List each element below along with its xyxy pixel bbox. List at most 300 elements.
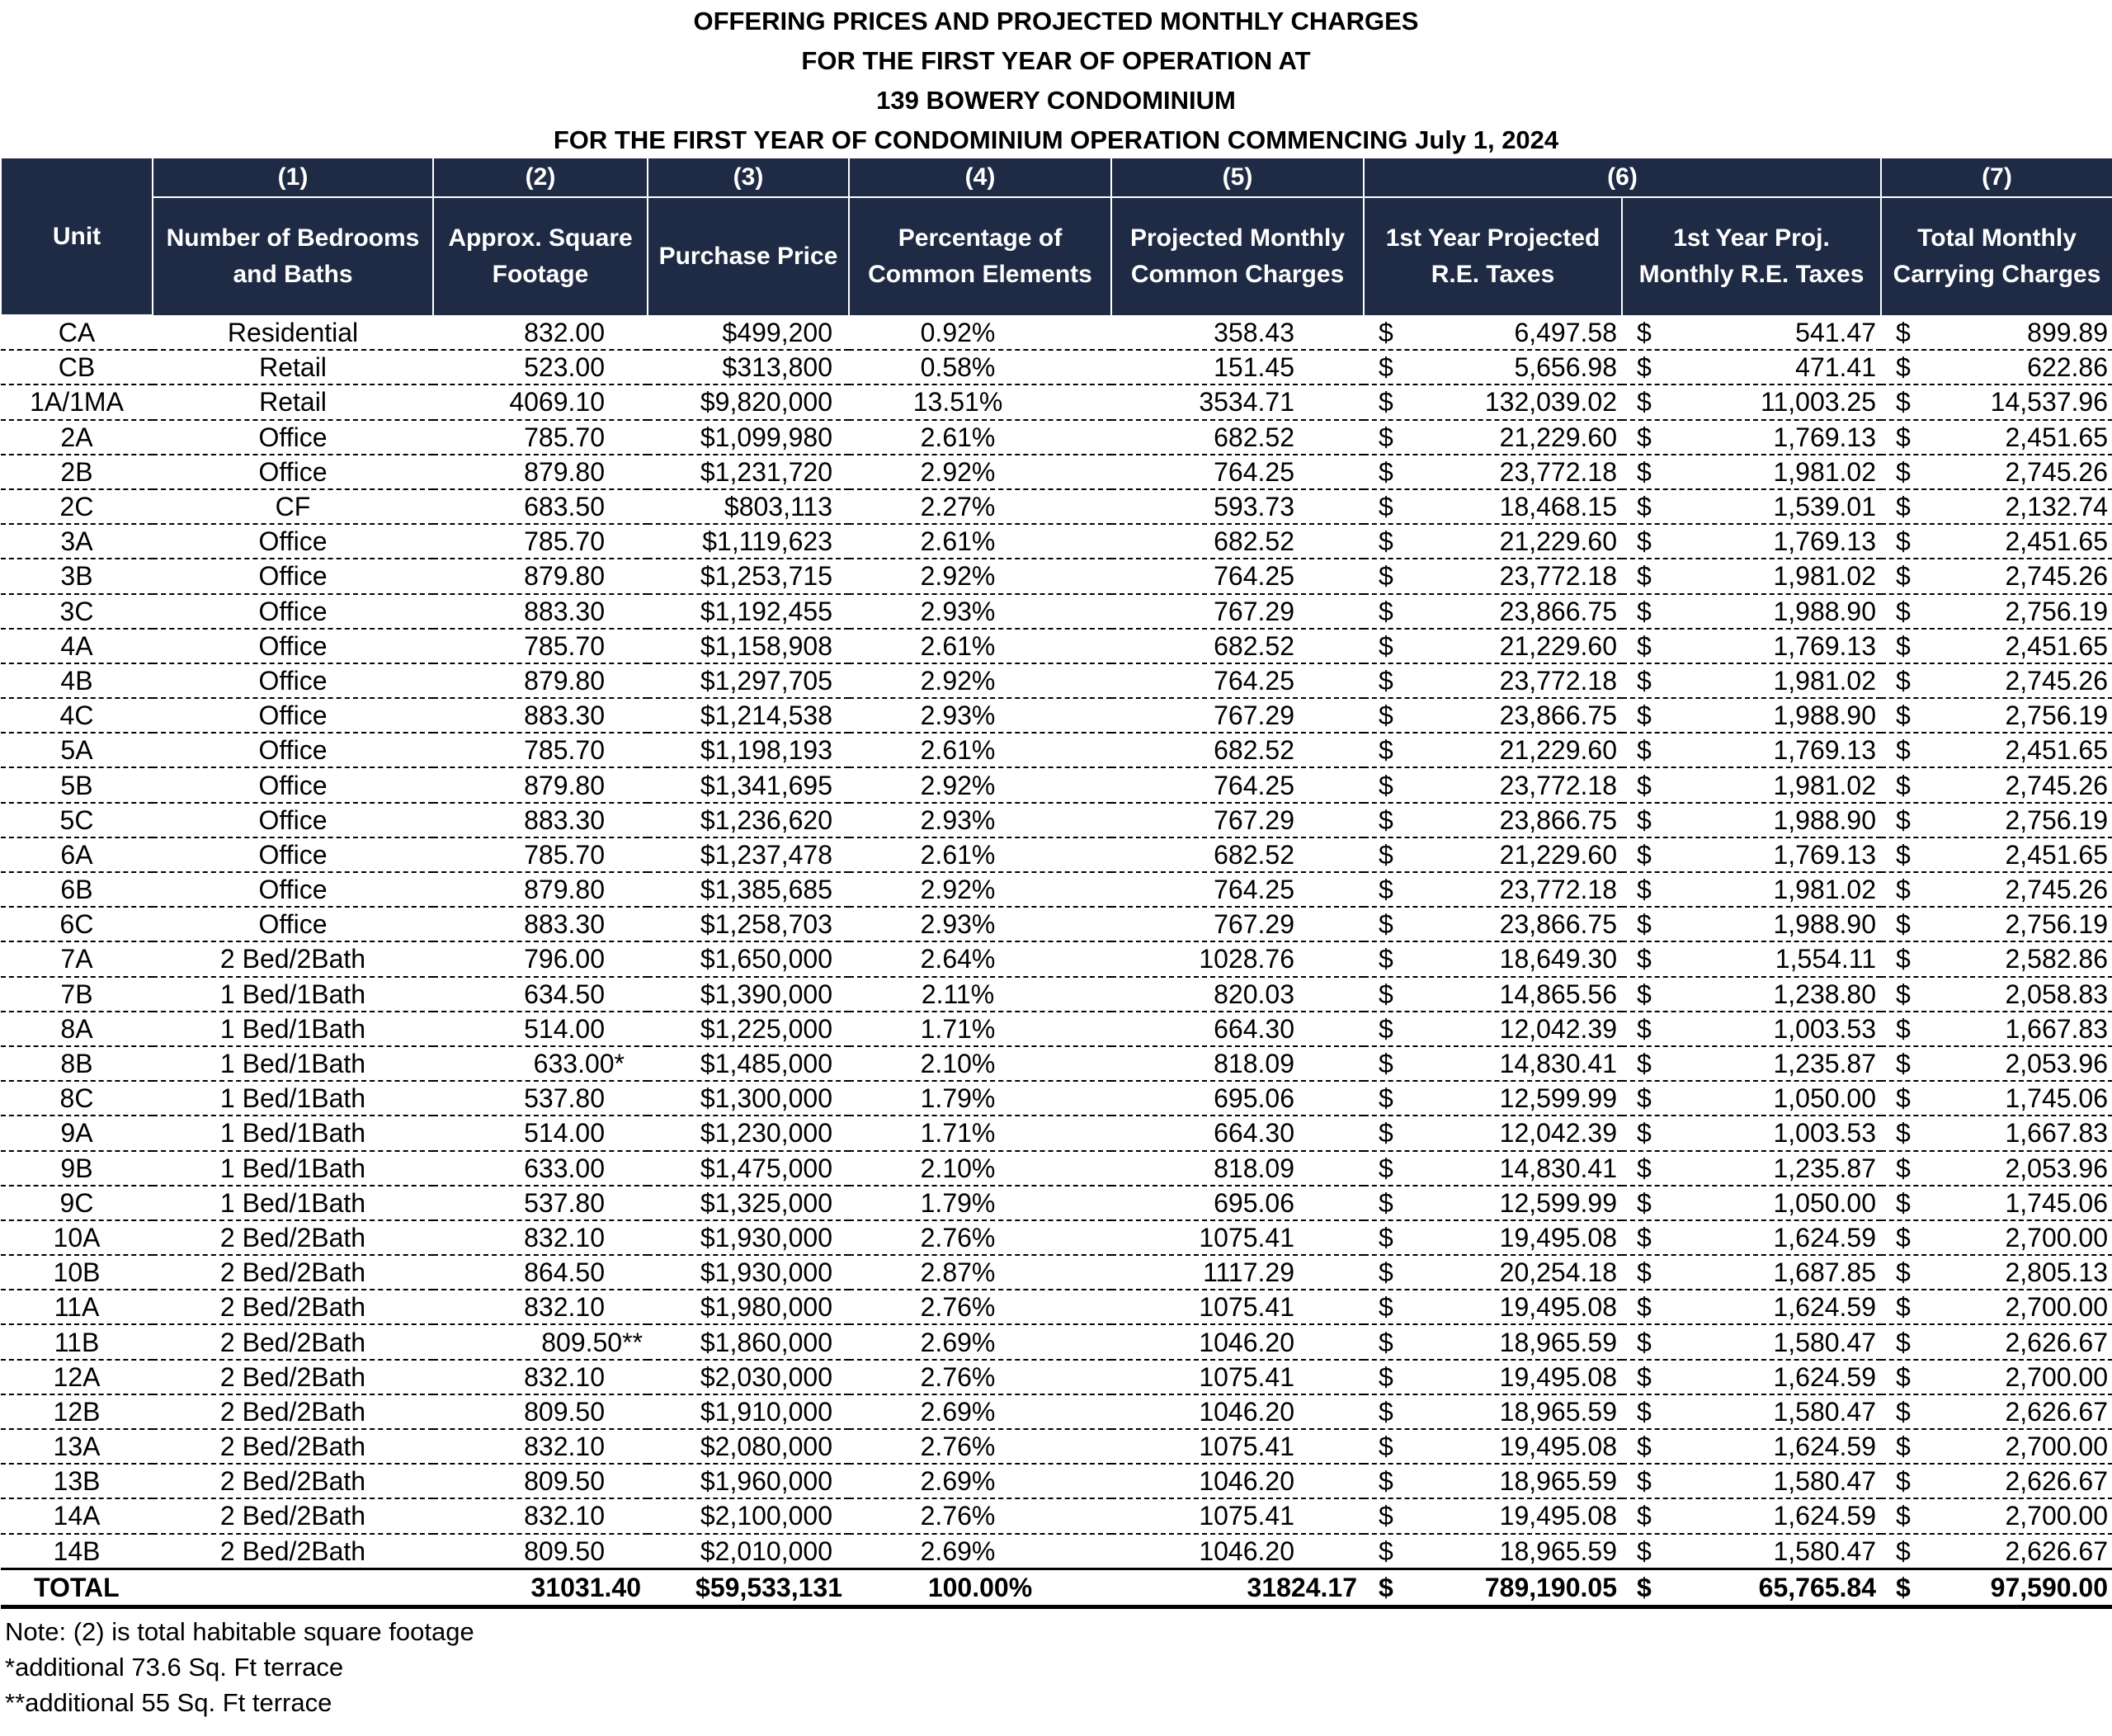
cell-value: 23,866.75 xyxy=(1499,701,1617,731)
header-num-2: (2) xyxy=(433,158,648,197)
cell-purchase-price: $1,960,000 xyxy=(648,1464,849,1498)
cell-square-footage: 809.50 xyxy=(433,1464,648,1498)
cell-bedrooms-baths: CF xyxy=(153,489,433,524)
cell-carrying-charges xyxy=(1881,1498,2112,1533)
cell-value: 2,582.86 xyxy=(2005,944,2109,974)
cell-value: 1,003.53 xyxy=(1773,1118,1877,1149)
cell-bedrooms-baths: Office xyxy=(153,524,433,559)
cell-value: 1,981.02 xyxy=(1773,561,1877,592)
cell-monthly-re-taxes xyxy=(1622,1498,1881,1533)
cell-value: 2,700.00 xyxy=(2005,1292,2109,1323)
currency-symbol: $ xyxy=(1896,422,1911,452)
cell-common-elements-pct: 2.61% xyxy=(849,420,1111,455)
header-re-taxes: 1st Year Projected R.E. Taxes xyxy=(1364,197,1622,315)
cell-common-elements-pct: 2.69% xyxy=(849,1324,1111,1359)
currency-symbol: $ xyxy=(1379,770,1393,800)
cell-value: 2,451.65 xyxy=(2005,630,2109,661)
table-row xyxy=(1,941,2112,976)
table-row xyxy=(1,1012,2112,1046)
table-row xyxy=(1,1290,2112,1324)
currency-symbol: $ xyxy=(1379,1049,1393,1079)
cell-carrying-charges xyxy=(1881,489,2112,524)
currency-symbol: $ xyxy=(1379,875,1393,905)
table-row xyxy=(1,803,2112,837)
cell-value: 2,626.67 xyxy=(2005,1536,2109,1566)
cell-value: 2,626.67 xyxy=(2005,1327,2109,1357)
cell-unit: 3B xyxy=(1,559,153,593)
cell-unit: 12A xyxy=(1,1360,153,1394)
cell-bedrooms-baths: 2 Bed/2Bath xyxy=(153,941,433,976)
currency-symbol: $ xyxy=(1896,804,1911,835)
cell-bedrooms-baths: Office xyxy=(153,663,433,698)
currency-symbol: $ xyxy=(1637,1153,1652,1183)
cell-value: 2,700.00 xyxy=(2005,1432,2109,1462)
cell-carrying-charges xyxy=(1881,1464,2112,1498)
currency-symbol: $ xyxy=(1379,596,1393,626)
cell-purchase-price: $1,119,623 xyxy=(648,524,849,559)
cell-monthly-re-taxes xyxy=(1622,1394,1881,1429)
cell-square-footage: 785.70 xyxy=(433,837,648,872)
cell-monthly-re-taxes xyxy=(1622,629,1881,663)
cell-value: 1,981.02 xyxy=(1773,770,1877,800)
cell-monthly-re-taxes xyxy=(1622,1046,1881,1081)
currency-symbol: $ xyxy=(1896,1257,1911,1288)
currency-symbol: $ xyxy=(1896,561,1911,592)
currency-symbol: $ xyxy=(1637,665,1652,696)
cell-common-elements-pct: 2.93% xyxy=(849,803,1111,837)
cell-unit: 1A/1MA xyxy=(1,384,153,419)
currency-symbol: $ xyxy=(1637,630,1652,661)
cell-re-taxes xyxy=(1364,733,1622,767)
cell-re-taxes xyxy=(1364,1324,1622,1359)
cell-value: 1,667.83 xyxy=(2005,1013,2109,1044)
currency-symbol: $ xyxy=(1896,1361,1911,1392)
title-line-3: 139 BOWERY CONDOMINIUM xyxy=(876,86,1236,115)
total-re-taxes xyxy=(1364,1569,1622,1606)
cell-carrying-charges xyxy=(1881,420,2112,455)
header-common-elements-pct: Percentage of Common Elements xyxy=(849,197,1111,315)
cell-common-elements-pct: 2.93% xyxy=(849,594,1111,629)
cell-re-taxes xyxy=(1364,1534,1622,1569)
cell-value: 12,042.39 xyxy=(1499,1118,1617,1149)
cell-common-charges: 767.29 xyxy=(1111,907,1364,941)
cell-value: 789,190.05 xyxy=(1484,1572,1617,1602)
cell-square-footage: 633.00* xyxy=(433,1046,648,1081)
cell-carrying-charges xyxy=(1881,629,2112,663)
currency-symbol: $ xyxy=(1896,839,1911,870)
total-carrying-charges xyxy=(1881,1569,2112,1606)
offering-prices-table xyxy=(0,158,2112,1609)
cell-common-elements-pct: 2.93% xyxy=(849,698,1111,733)
cell-monthly-re-taxes xyxy=(1622,1255,1881,1290)
currency-symbol: $ xyxy=(1379,456,1393,487)
cell-carrying-charges xyxy=(1881,1394,2112,1429)
header-num-3: (3) xyxy=(648,158,849,197)
cell-value: 1,769.13 xyxy=(1773,735,1877,766)
cell-monthly-re-taxes xyxy=(1622,455,1881,489)
cell-purchase-price: $1,158,908 xyxy=(648,629,849,663)
currency-symbol: $ xyxy=(1379,1536,1393,1566)
currency-symbol: $ xyxy=(1637,422,1652,452)
cell-common-elements-pct: 2.92% xyxy=(849,559,1111,593)
cell-common-elements-pct: 1.71% xyxy=(849,1012,1111,1046)
currency-symbol: $ xyxy=(1379,1396,1393,1427)
cell-value: 622.86 xyxy=(2027,352,2109,383)
cell-re-taxes xyxy=(1364,837,1622,872)
cell-monthly-re-taxes xyxy=(1622,1220,1881,1255)
currency-symbol: $ xyxy=(1379,1153,1393,1183)
cell-purchase-price: $1,297,705 xyxy=(648,663,849,698)
cell-common-elements-pct: 2.61% xyxy=(849,524,1111,559)
cell-monthly-re-taxes xyxy=(1622,872,1881,907)
table-row xyxy=(1,1429,2112,1464)
currency-symbol: $ xyxy=(1379,701,1393,731)
currency-symbol: $ xyxy=(1379,630,1393,661)
cell-square-footage: 514.00 xyxy=(433,1012,648,1046)
table-row xyxy=(1,420,2112,455)
cell-value: 14,830.41 xyxy=(1499,1153,1617,1183)
cell-carrying-charges xyxy=(1881,1186,2112,1220)
currency-symbol: $ xyxy=(1637,1257,1652,1288)
cell-common-elements-pct: 2.92% xyxy=(849,872,1111,907)
cell-value: 471.41 xyxy=(1795,352,1877,383)
cell-value: 12,042.39 xyxy=(1499,1013,1617,1044)
cell-unit: 5C xyxy=(1,803,153,837)
cell-common-charges: 820.03 xyxy=(1111,977,1364,1012)
cell-monthly-re-taxes xyxy=(1622,663,1881,698)
cell-square-footage: 879.80 xyxy=(433,872,648,907)
cell-bedrooms-baths: 1 Bed/1Bath xyxy=(153,1186,433,1220)
cell-common-elements-pct: 0.92% xyxy=(849,315,1111,350)
currency-symbol: $ xyxy=(1379,665,1393,696)
cell-unit: 10B xyxy=(1,1255,153,1290)
currency-symbol: $ xyxy=(1379,839,1393,870)
cell-carrying-charges xyxy=(1881,803,2112,837)
cell-bedrooms-baths: 2 Bed/2Bath xyxy=(153,1255,433,1290)
currency-symbol: $ xyxy=(1637,1572,1652,1602)
cell-re-taxes xyxy=(1364,455,1622,489)
table-row xyxy=(1,1324,2112,1359)
total-label: TOTAL xyxy=(1,1569,153,1606)
cell-common-elements-pct: 2.61% xyxy=(849,629,1111,663)
cell-square-footage: 785.70 xyxy=(433,733,648,767)
cell-monthly-re-taxes xyxy=(1622,941,1881,976)
currency-symbol: $ xyxy=(1637,979,1652,1009)
cell-value: 1,745.06 xyxy=(2005,1083,2109,1114)
cell-carrying-charges xyxy=(1881,1324,2112,1359)
cell-common-charges: 1046.20 xyxy=(1111,1534,1364,1569)
cell-value: 2,745.26 xyxy=(2005,456,2109,487)
currency-symbol: $ xyxy=(1896,456,1911,487)
cell-unit: 4B xyxy=(1,663,153,698)
cell-unit: 2A xyxy=(1,420,153,455)
currency-symbol: $ xyxy=(1379,944,1393,974)
cell-value: 1,988.90 xyxy=(1773,909,1877,940)
cell-common-elements-pct: 2.69% xyxy=(849,1394,1111,1429)
cell-square-footage: 879.80 xyxy=(433,455,648,489)
cell-value: 1,580.47 xyxy=(1773,1327,1877,1357)
cell-carrying-charges xyxy=(1881,315,2112,350)
cell-value: 6,497.58 xyxy=(1514,317,1617,347)
currency-symbol: $ xyxy=(1637,770,1652,800)
cell-re-taxes xyxy=(1364,594,1622,629)
cell-value: 19,495.08 xyxy=(1499,1222,1617,1252)
cell-common-charges: 764.25 xyxy=(1111,559,1364,593)
currency-symbol: $ xyxy=(1896,1292,1911,1323)
currency-symbol: $ xyxy=(1896,1083,1911,1114)
header-monthly-re-taxes: 1st Year Proj. Monthly R.E. Taxes xyxy=(1622,197,1881,315)
cell-bedrooms-baths: Office xyxy=(153,837,433,872)
cell-square-footage: 879.80 xyxy=(433,559,648,593)
cell-carrying-charges xyxy=(1881,1429,2112,1464)
cell-value: 21,229.60 xyxy=(1499,422,1617,452)
cell-value: 1,003.53 xyxy=(1773,1013,1877,1044)
cell-purchase-price: $1,385,685 xyxy=(648,872,849,907)
cell-value: 2,058.83 xyxy=(2005,979,2109,1009)
cell-carrying-charges xyxy=(1881,733,2112,767)
cell-bedrooms-baths: 1 Bed/1Bath xyxy=(153,1046,433,1081)
cell-common-elements-pct: 13.51% xyxy=(849,384,1111,419)
total-common-charges: 31824.17 xyxy=(1111,1569,1364,1606)
cell-value: 1,554.11 xyxy=(1775,944,1877,974)
currency-symbol: $ xyxy=(1637,317,1652,347)
cell-value: 23,866.75 xyxy=(1499,909,1617,940)
currency-symbol: $ xyxy=(1379,317,1393,347)
cell-value: 2,626.67 xyxy=(2005,1396,2109,1427)
cell-bedrooms-baths: 1 Bed/1Bath xyxy=(153,1081,433,1116)
cell-common-elements-pct: 2.11% xyxy=(849,977,1111,1012)
cell-unit: 4C xyxy=(1,698,153,733)
cell-value: 2,700.00 xyxy=(2005,1361,2109,1392)
currency-symbol: $ xyxy=(1379,1327,1393,1357)
cell-monthly-re-taxes xyxy=(1622,733,1881,767)
cell-value: 21,229.60 xyxy=(1499,526,1617,557)
cell-square-footage: 879.80 xyxy=(433,663,648,698)
total-purchase-price: $59,533,131 xyxy=(648,1569,849,1606)
table-row xyxy=(1,1186,2112,1220)
cell-carrying-charges xyxy=(1881,1081,2112,1116)
cell-unit: 12B xyxy=(1,1394,153,1429)
header-carrying-charges: Total Monthly Carrying Charges xyxy=(1881,197,2112,315)
cell-purchase-price: $1,930,000 xyxy=(648,1220,849,1255)
currency-symbol: $ xyxy=(1896,526,1911,557)
cell-value: 2,451.65 xyxy=(2005,735,2109,766)
table-row xyxy=(1,1534,2112,1569)
currency-symbol: $ xyxy=(1896,1572,1911,1602)
cell-square-footage: 523.00 xyxy=(433,350,648,384)
cell-bedrooms-baths: 2 Bed/2Bath xyxy=(153,1464,433,1498)
currency-symbol: $ xyxy=(1637,596,1652,626)
cell-value: 18,468.15 xyxy=(1499,492,1617,522)
cell-value: 541.47 xyxy=(1795,317,1877,347)
cell-re-taxes xyxy=(1364,1498,1622,1533)
currency-symbol: $ xyxy=(1637,1222,1652,1252)
table-row xyxy=(1,1046,2112,1081)
cell-unit: 6A xyxy=(1,837,153,872)
cell-monthly-re-taxes xyxy=(1622,384,1881,419)
table-row xyxy=(1,1151,2112,1186)
cell-purchase-price: $1,341,695 xyxy=(648,767,849,802)
header-num-1: (1) xyxy=(153,158,433,197)
cell-re-taxes xyxy=(1364,1429,1622,1464)
currency-symbol: $ xyxy=(1637,1187,1652,1218)
cell-purchase-price: $1,237,478 xyxy=(648,837,849,872)
cell-common-charges: 695.06 xyxy=(1111,1186,1364,1220)
cell-common-elements-pct: 2.61% xyxy=(849,733,1111,767)
cell-common-charges: 1075.41 xyxy=(1111,1429,1364,1464)
currency-symbol: $ xyxy=(1379,735,1393,766)
cell-common-charges: 818.09 xyxy=(1111,1046,1364,1081)
cell-bedrooms-baths: 2 Bed/2Bath xyxy=(153,1220,433,1255)
cell-purchase-price: $1,192,455 xyxy=(648,594,849,629)
cell-monthly-re-taxes xyxy=(1622,977,1881,1012)
cell-bedrooms-baths: Retail xyxy=(153,384,433,419)
cell-monthly-re-taxes xyxy=(1622,489,1881,524)
cell-purchase-price: $2,080,000 xyxy=(648,1429,849,1464)
cell-purchase-price: $2,010,000 xyxy=(648,1534,849,1569)
currency-symbol: $ xyxy=(1637,1361,1652,1392)
cell-unit: 11A xyxy=(1,1290,153,1324)
cell-re-taxes xyxy=(1364,524,1622,559)
cell-monthly-re-taxes xyxy=(1622,1290,1881,1324)
currency-symbol: $ xyxy=(1379,1572,1393,1602)
cell-re-taxes xyxy=(1364,350,1622,384)
cell-common-elements-pct: 2.76% xyxy=(849,1498,1111,1533)
currency-symbol: $ xyxy=(1637,909,1652,940)
table-row xyxy=(1,733,2112,767)
cell-monthly-re-taxes xyxy=(1622,803,1881,837)
cell-carrying-charges xyxy=(1881,455,2112,489)
cell-common-charges: 1075.41 xyxy=(1111,1220,1364,1255)
header-common-charges: Projected Monthly Common Charges xyxy=(1111,197,1364,315)
total-common-elements-pct: 100.00% xyxy=(849,1569,1111,1606)
cell-unit: 4A xyxy=(1,629,153,663)
cell-bedrooms-baths: Office xyxy=(153,420,433,455)
cell-value: 23,772.18 xyxy=(1499,456,1617,487)
cell-carrying-charges xyxy=(1881,767,2112,802)
cell-square-footage: 883.30 xyxy=(433,594,648,629)
cell-value: 2,053.96 xyxy=(2005,1049,2109,1079)
currency-symbol: $ xyxy=(1379,909,1393,940)
header-purchase-price: Purchase Price xyxy=(648,197,849,315)
currency-symbol: $ xyxy=(1637,1536,1652,1566)
cell-square-footage: 864.50 xyxy=(433,1255,648,1290)
currency-symbol: $ xyxy=(1896,1327,1911,1357)
table-row xyxy=(1,1464,2112,1498)
cell-unit: 5A xyxy=(1,733,153,767)
currency-symbol: $ xyxy=(1637,804,1652,835)
cell-unit: 6B xyxy=(1,872,153,907)
cell-square-footage: 832.10 xyxy=(433,1290,648,1324)
currency-symbol: $ xyxy=(1896,735,1911,766)
header-num-5: (5) xyxy=(1111,158,1364,197)
cell-value: 19,495.08 xyxy=(1499,1292,1617,1323)
cell-common-charges: 682.52 xyxy=(1111,420,1364,455)
cell-value: 1,624.59 xyxy=(1773,1501,1877,1531)
currency-symbol: $ xyxy=(1637,1501,1652,1531)
cell-common-charges: 695.06 xyxy=(1111,1081,1364,1116)
cell-square-footage: 809.50** xyxy=(433,1324,648,1359)
currency-symbol: $ xyxy=(1896,1049,1911,1079)
cell-value: 1,050.00 xyxy=(1773,1187,1877,1218)
cell-carrying-charges xyxy=(1881,1534,2112,1569)
currency-symbol: $ xyxy=(1379,1292,1393,1323)
header-num-7: (7) xyxy=(1881,158,2112,197)
total-row xyxy=(1,1569,2112,1606)
cell-common-elements-pct: 2.76% xyxy=(849,1360,1111,1394)
currency-symbol: $ xyxy=(1379,1432,1393,1462)
currency-symbol: $ xyxy=(1896,875,1911,905)
currency-symbol: $ xyxy=(1896,596,1911,626)
cell-value: 132,039.02 xyxy=(1484,387,1617,417)
note-line: **additional 55 Sq. Ft terrace xyxy=(5,1687,332,1717)
cell-common-charges: 664.30 xyxy=(1111,1116,1364,1150)
cell-value: 2,805.13 xyxy=(2005,1257,2109,1288)
cell-common-charges: 664.30 xyxy=(1111,1012,1364,1046)
cell-value: 18,965.59 xyxy=(1499,1536,1617,1566)
cell-square-footage: 514.00 xyxy=(433,1116,648,1150)
currency-symbol: $ xyxy=(1379,1083,1393,1114)
currency-symbol: $ xyxy=(1896,1501,1911,1531)
cell-unit: CB xyxy=(1,350,153,384)
cell-re-taxes xyxy=(1364,767,1622,802)
cell-value: 1,624.59 xyxy=(1773,1292,1877,1323)
cell-monthly-re-taxes xyxy=(1622,1324,1881,1359)
cell-value: 23,866.75 xyxy=(1499,596,1617,626)
cell-carrying-charges xyxy=(1881,977,2112,1012)
table-row xyxy=(1,1081,2112,1116)
table-row xyxy=(1,977,2112,1012)
cell-re-taxes xyxy=(1364,1394,1622,1429)
cell-monthly-re-taxes xyxy=(1622,1081,1881,1116)
cell-square-footage: 832.10 xyxy=(433,1220,648,1255)
cell-monthly-re-taxes xyxy=(1622,420,1881,455)
cell-purchase-price: $1,300,000 xyxy=(648,1081,849,1116)
table-body xyxy=(1,315,2112,1606)
cell-bedrooms-baths: 2 Bed/2Bath xyxy=(153,1498,433,1533)
cell-common-elements-pct: 2.76% xyxy=(849,1220,1111,1255)
cell-purchase-price: $803,113 xyxy=(648,489,849,524)
cell-unit: 7B xyxy=(1,977,153,1012)
cell-value: 2,756.19 xyxy=(2005,804,2109,835)
currency-symbol: $ xyxy=(1896,1153,1911,1183)
cell-common-charges: 358.43 xyxy=(1111,315,1364,350)
table-row xyxy=(1,872,2112,907)
currency-symbol: $ xyxy=(1379,526,1393,557)
cell-common-charges: 682.52 xyxy=(1111,629,1364,663)
title-line-2: FOR THE FIRST YEAR OF OPERATION AT xyxy=(801,46,1311,75)
cell-carrying-charges xyxy=(1881,350,2112,384)
cell-re-taxes xyxy=(1364,559,1622,593)
cell-bedrooms-baths: Office xyxy=(153,629,433,663)
cell-unit: 9B xyxy=(1,1151,153,1186)
cell-purchase-price: $1,225,000 xyxy=(648,1012,849,1046)
cell-value: 19,495.08 xyxy=(1499,1501,1617,1531)
cell-carrying-charges xyxy=(1881,941,2112,976)
total-monthly-re-taxes xyxy=(1622,1569,1881,1606)
cell-re-taxes xyxy=(1364,977,1622,1012)
cell-common-charges: 767.29 xyxy=(1111,594,1364,629)
cell-carrying-charges xyxy=(1881,837,2112,872)
cell-re-taxes xyxy=(1364,1220,1622,1255)
total-square-footage: 31031.40 xyxy=(433,1569,648,1606)
table-row xyxy=(1,698,2112,733)
header-unit: Unit xyxy=(1,158,153,315)
cell-value: 2,451.65 xyxy=(2005,839,2109,870)
cell-bedrooms-baths: Office xyxy=(153,594,433,629)
currency-symbol: $ xyxy=(1896,909,1911,940)
cell-purchase-price: $1,860,000 xyxy=(648,1324,849,1359)
